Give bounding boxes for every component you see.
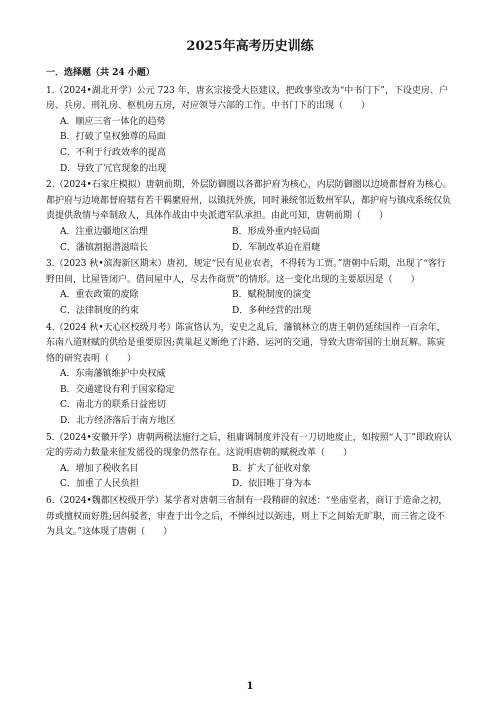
question-stem: 4.（2024 秋•天心区校级月考）陈寅恪认为，安史之乱后，藩镇林立的唐王朝仍延续国祚一百余年，东南八道财赋的供给是重要原因;黄巢起义断绝了汴路、运河的交通，导致大唐帝国的土崩瓦解。陈寅恪的研究表明（ ） — [46, 322, 446, 364]
question-stem: 5.（2024•安徽开学）唐朝两税法施行之后，租庸调制度并没有一刀切地废止，如按照“人丁”即政府认定的劳动力数量来征发徭役的现象仍然存在。这说明唐朝的赋税改革（ ） — [46, 432, 453, 459]
options-list — [46, 462, 454, 493]
options-list — [46, 367, 454, 429]
question-stem: 6.（2024•魏都区校级开学）某学者对唐朝三省制有一段精辟的叙述：“坐庙堂者，商订于造命之初，毋或擅权而好胜;居纠驳者，审查于出令之后，不惮纠过以弼违，则上下之间始无旷职，而三省之设不为具文。”这体现了唐朝（ ） — [46, 496, 448, 538]
option-d: D．依旧唯丁身为本 — [232, 479, 312, 490]
options-list — [46, 225, 454, 256]
option-a: A．注重边疆地区治理 — [60, 226, 148, 237]
option-b: B．交通建设有利于国家稳定 — [60, 384, 175, 395]
option-b: B．打破了皇权独尊的局面 — [60, 132, 166, 143]
question-stem: 1.（2024•湖北开学）公元 723 年，唐玄宗接受大臣建议，把政事堂改为“中书门下”，下设吏房、户房、兵房、刑礼房、枢机房五房，对应领导六部的工作。中书门下的出现（ ） — [46, 85, 448, 112]
document-title: 2025年高考历史训练 — [186, 39, 314, 54]
options-list — [46, 288, 454, 319]
option-a: A．东南藩镇维护中央权威 — [60, 369, 166, 380]
option-c: C．藩镇割据潜滋暗长 — [60, 242, 148, 253]
option-a: A．增加了税收名目 — [60, 463, 139, 474]
option-b: B．扩大了征收对象 — [232, 463, 311, 474]
option-d: D．北方经济落后于南方地区 — [60, 416, 176, 427]
option-b: B．赋税制度的演变 — [232, 290, 311, 301]
option-c: C．加重了人民负担 — [60, 479, 139, 490]
question-stem: 2.（2024•石家庄模拟）唐朝前期，外层防御圈以各都护府为核心，内层防御圈以边境都督府为核心。都护府与边境都督府辖有若干羁縻府州，以镇抚外族，同时兼统邻近数州军队，都护府与镇戍系统仅负责提供敌情与牵制敌人，具体作战由中央派遣军队承担。由此可知，唐朝前期（ ） — [46, 180, 452, 222]
question-2 — [46, 178, 454, 256]
option-b: B．形成外重内轻局面 — [232, 226, 320, 237]
section-heading: 一．选择题（共 24 小题） — [46, 68, 155, 78]
option-a: A．顺应三省一体化的趋势 — [60, 116, 166, 127]
options-list — [46, 115, 454, 177]
option-c: C．南北方的联系日益密切 — [60, 400, 166, 411]
option-a: A．重农政策的废除 — [60, 290, 139, 301]
option-c: C．法律制度的约束 — [60, 305, 139, 316]
option-c: C．不利于行政效率的提高 — [60, 147, 166, 158]
option-d: D．多种经营的出现 — [232, 305, 312, 316]
option-d: D．军制改革迫在眉睫 — [232, 242, 321, 253]
option-d: D．导致了冗官现象的出现 — [60, 163, 167, 174]
question-5 — [46, 431, 454, 493]
question-4 — [46, 321, 454, 430]
question-stem: 3.（2023 秋•滨海新区期末）唐初，规定“民有见业农者，不得转为工贾。”唐朝中后期，出现了“客行野田间，比屋皆闭户。借问屋中人，尽去作商贾”的情形。这一变化出现的主要原因是（ ） — [46, 259, 446, 285]
question-3 — [46, 257, 454, 319]
question-6 — [46, 494, 454, 541]
question-1 — [46, 84, 454, 178]
page-number: 1 — [246, 681, 254, 692]
